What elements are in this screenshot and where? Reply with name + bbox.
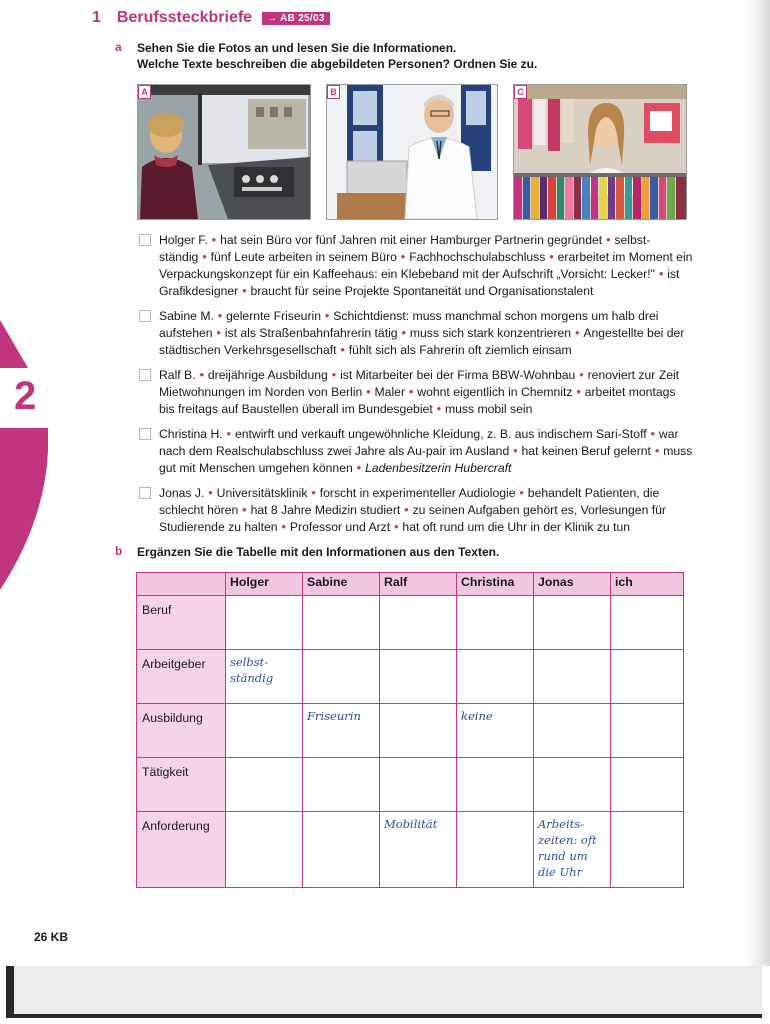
assignment-checkbox[interactable] xyxy=(139,234,151,246)
table-cell[interactable] xyxy=(303,812,380,888)
chapter-side-tab xyxy=(0,320,48,590)
section-number: 1 xyxy=(92,9,101,26)
handwritten-answer: Friseurin xyxy=(307,709,361,723)
entry-sabine: Sabine M. • gelernte Friseurin • Schichtdienst: muss manchmal schon morgens um halb drei aufstehen • ist als Straßenbahnfahrerin tätig • muss sich stark konzentrieren • Angestellte bei der städtischen Verkehrsgesellschaft • fühlt sich als Fahrerin oft ziemlich einsam xyxy=(137,308,693,359)
row-label: Tätigkeit xyxy=(137,758,226,812)
section-title: Berufssteckbriefe xyxy=(116,9,253,26)
table-cell[interactable] xyxy=(380,704,457,758)
column-header: Jonas xyxy=(534,573,611,596)
table-cell[interactable] xyxy=(303,758,380,812)
task-b-letter: b xyxy=(115,544,123,558)
entry-name: Holger F. xyxy=(159,233,208,247)
row-label: Beruf xyxy=(137,596,226,650)
task-a-instruction-1: Sehen Sie die Fotos an und lesen Sie die Informationen. xyxy=(137,41,457,55)
table-cell[interactable] xyxy=(611,758,684,812)
table-cell[interactable] xyxy=(226,704,303,758)
table-cell[interactable] xyxy=(226,758,303,812)
professor-illustration xyxy=(327,85,497,219)
handwritten-answer: Arbeits-zeiten: oft rund um die Uhr xyxy=(538,817,597,879)
column-header: Ralf xyxy=(380,573,457,596)
page-number: 26 KB xyxy=(34,930,69,944)
handwritten-answer: keine xyxy=(461,709,493,723)
entry-holger: Holger F. • hat sein Büro vor fünf Jahren mit einer Hamburger Partnerin gegründet • selbst-ständig • fünf Leute arbeiten in seinem Büro • Fachhochschulabschluss • erarbeitet im Moment ein Verpackungskonzept für ein Kaffeehaus: ein Klebeband mit der Aufschrift „Vorsicht: Lecker!" • ist Grafikdesigner • braucht für seine Projekte Spontaneität und Organisationstalent xyxy=(137,232,693,300)
entry-name: Christina H. xyxy=(159,427,223,441)
photo-c-label: C xyxy=(514,85,527,99)
entry-jonas: Jonas J. • Universitätsklinik • forscht in experimenteller Audiologie • behandelt Patienten, die schlecht hören • hat 8 Jahre Medizin studiert • zu seinen Aufgaben gehört es, Vorlesungen für Studierende zu halten • Professor und Arzt • hat oft rund um die Uhr in der Klinik zu tun xyxy=(137,485,693,536)
table-cell[interactable] xyxy=(457,650,534,704)
photo-b-professor xyxy=(326,84,498,220)
table-cell[interactable] xyxy=(611,596,684,650)
task-a-instruction-2: Welche Texte beschreiben die abgebildeten Personen? Ordnen Sie zu. xyxy=(137,57,538,71)
table-cell[interactable] xyxy=(534,758,611,812)
table-cell[interactable] xyxy=(380,650,457,704)
entry-name: Ralf B. xyxy=(159,368,196,382)
table-cell[interactable] xyxy=(534,650,611,704)
page-edge-shadow xyxy=(746,0,770,1024)
table-cell[interactable] xyxy=(380,596,457,650)
table-cell[interactable] xyxy=(380,812,457,888)
table-cell[interactable] xyxy=(226,650,303,704)
chapter-number: 2 xyxy=(14,374,37,418)
profile-entries xyxy=(137,232,693,544)
table-row xyxy=(137,704,684,758)
table-cell[interactable] xyxy=(534,596,611,650)
table-cell[interactable] xyxy=(380,758,457,812)
table-row xyxy=(137,650,684,704)
table-row xyxy=(137,758,684,812)
table-cell[interactable] xyxy=(303,650,380,704)
tram-driver-illustration xyxy=(138,85,310,219)
table-corner-cell xyxy=(137,573,226,596)
entry-christina: Christina H. • entwirft und verkauft ungewöhnliche Kleidung, z. B. aus indischem Sari-Stoff • war nach dem Realschulabschluss zwei Jahre als Au-pair im Ausland • hat keinen Beruf gelernt • muss gut mit Menschen umgehen können • Ladenbesitzerin Hubercraft xyxy=(137,426,693,477)
column-header: Sabine xyxy=(303,573,380,596)
row-label: Arbeitgeber xyxy=(137,650,226,704)
row-label: Ausbildung xyxy=(137,704,226,758)
table-cell[interactable] xyxy=(611,704,684,758)
table-cell[interactable] xyxy=(457,812,534,888)
section-heading xyxy=(92,9,330,27)
column-header: ich xyxy=(611,573,684,596)
entry-ralf: Ralf B. • dreijährige Ausbildung • ist Mitarbeiter bei der Firma BBW-Wohnbau • renoviert zur Zeit Mietwohnungen im Norden von Berlin • Maler • wohnt eigentlich in Chemnitz • arbeitet montags bis freitags auf Baustellen überall im Bundesgebiet • muss mobil sein xyxy=(137,367,693,418)
assignment-checkbox[interactable] xyxy=(139,310,151,322)
column-header: Christina xyxy=(457,573,534,596)
table-cell[interactable] xyxy=(457,596,534,650)
table-row xyxy=(137,812,684,888)
table-cell[interactable] xyxy=(534,812,611,888)
shop-owner-illustration xyxy=(514,85,686,219)
table-cell[interactable] xyxy=(611,650,684,704)
scan-bottom-edge xyxy=(0,966,770,1024)
photo-b-label: B xyxy=(327,85,340,99)
handwritten-answer: Mobilität xyxy=(384,817,438,831)
table-cell[interactable] xyxy=(457,704,534,758)
assignment-checkbox[interactable] xyxy=(139,487,151,499)
task-b-instruction: Ergänzen Sie die Tabelle mit den Informationen aus den Texten. xyxy=(137,545,500,559)
table-cell[interactable] xyxy=(303,704,380,758)
assignment-checkbox[interactable] xyxy=(139,369,151,381)
photo-a-tram-driver xyxy=(137,84,311,220)
workbook-reference-badge[interactable]: → AB 25/03 xyxy=(262,12,330,25)
row-label: Anforderung xyxy=(137,812,226,888)
table-cell[interactable] xyxy=(226,596,303,650)
photo-c-shop-owner xyxy=(513,84,687,220)
table-cell[interactable] xyxy=(303,596,380,650)
task-a-letter: a xyxy=(115,40,122,54)
table-cell[interactable] xyxy=(457,758,534,812)
photo-a-label: A xyxy=(138,85,151,99)
table-cell[interactable] xyxy=(534,704,611,758)
table-header-row xyxy=(137,573,684,596)
assignment-checkbox[interactable] xyxy=(139,428,151,440)
table-cell[interactable] xyxy=(226,812,303,888)
profile-table xyxy=(136,572,684,888)
table-cell[interactable] xyxy=(611,812,684,888)
column-header: Holger xyxy=(226,573,303,596)
table-row xyxy=(137,596,684,650)
handwritten-answer: selbst-ständig xyxy=(230,655,274,685)
entry-name: Jonas J. xyxy=(159,486,205,500)
entry-name: Sabine M. xyxy=(159,309,214,323)
